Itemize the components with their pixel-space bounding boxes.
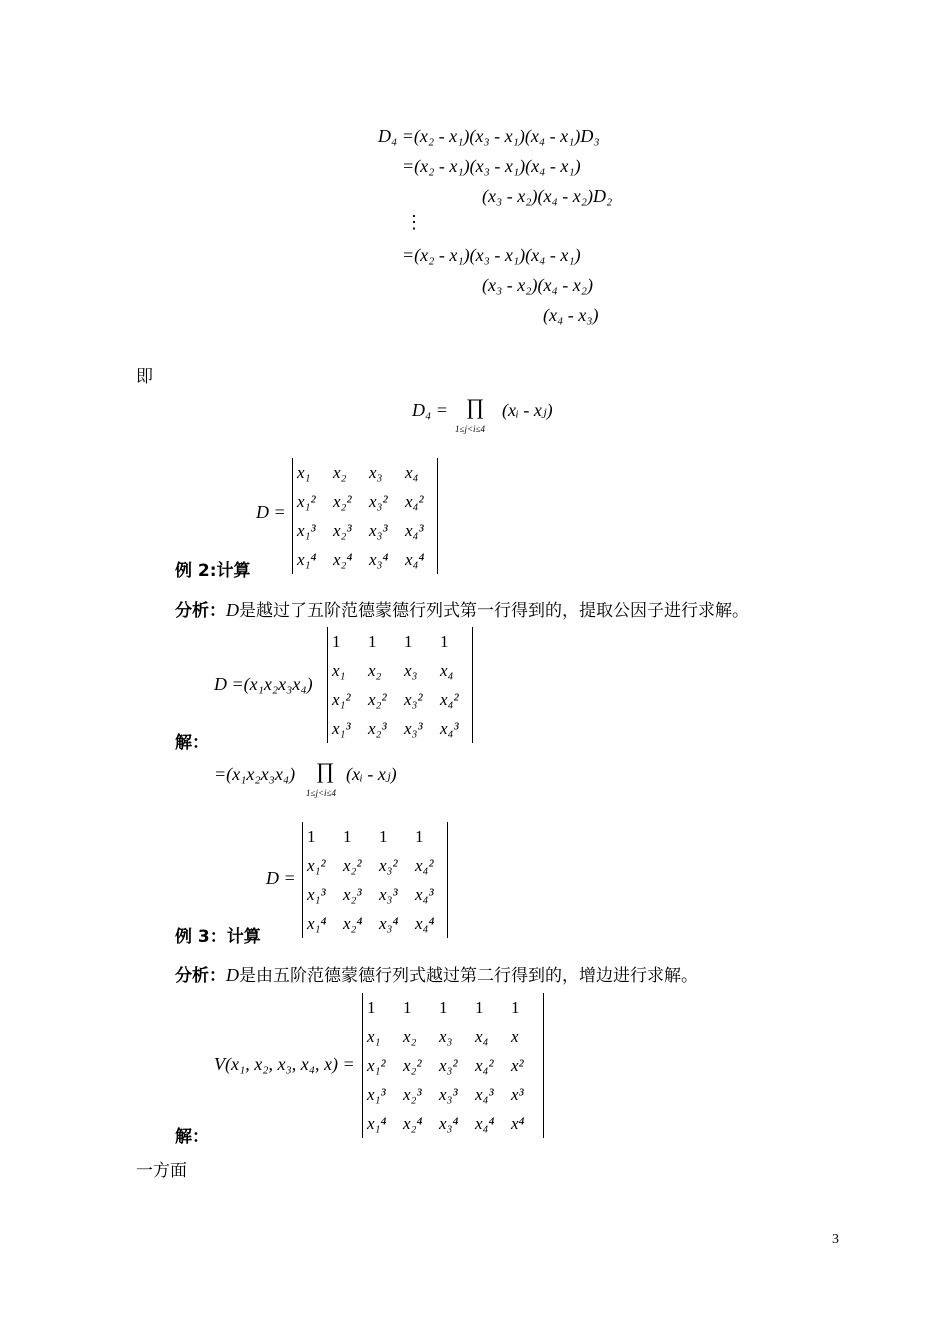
matrix-cell: x₂ [333, 462, 347, 482]
matrix-cell: x₁² [332, 689, 351, 709]
matrix-cell: x₁ [367, 1026, 381, 1046]
matrix-cell: 1 [367, 997, 376, 1017]
example3-analysis [175, 961, 698, 986]
example3-determinant [302, 822, 448, 938]
matrix-cell: x₄ [475, 1026, 489, 1046]
example3-label: 例 3：计算 [175, 927, 261, 947]
matrix-row [293, 516, 437, 545]
matrix-cell: x₁³ [367, 1084, 386, 1104]
matrix-cell: x₃³ [404, 718, 423, 738]
matrix-cell: x₂² [368, 689, 387, 709]
matrix-cell: x₃⁴ [379, 913, 399, 933]
result-product-range: 1≤j<i≤4 [306, 788, 336, 798]
matrix-row [363, 1051, 543, 1080]
example3-solution-determinant [362, 993, 544, 1138]
matrix-cell: 1 [404, 631, 413, 651]
analysis-label: 分析： [175, 966, 226, 986]
matrix-cell: x₂² [343, 855, 362, 875]
matrix-cell: 1 [403, 997, 412, 1017]
matrix-cell: x₂⁴ [333, 549, 353, 569]
matrix-cell: x₄³ [475, 1084, 494, 1104]
product-formula-lhs: D₄ = [412, 400, 448, 420]
matrix-cell: x₄² [415, 855, 434, 875]
matrix-cell: x₃³ [439, 1084, 458, 1104]
matrix-cell: x₁² [297, 491, 316, 511]
matrix-cell: x³ [511, 1084, 524, 1104]
matrix-cell: x₂ [403, 1026, 417, 1046]
matrix-cell: 1 [475, 997, 484, 1017]
derivation-line-2: =(x₂ - x₁)(x₃ - x₁)(x₄ - x₁) [402, 156, 581, 176]
matrix-cell: x [511, 1026, 519, 1046]
matrix-cell: x₃² [439, 1055, 458, 1075]
matrix-cell: x₁² [367, 1055, 386, 1075]
matrix-cell: 1 [440, 631, 449, 651]
matrix-cell: x₂³ [333, 520, 352, 540]
example2-determinant [292, 458, 438, 574]
matrix-cell: x₁⁴ [307, 913, 327, 933]
matrix-cell: x₄² [475, 1055, 494, 1075]
derivation-vdots: ⋮ [405, 212, 423, 232]
analysis-label: 分析： [175, 601, 226, 621]
matrix-row [303, 822, 447, 851]
matrix-cell: x₄³ [440, 718, 459, 738]
matrix-cell: x² [511, 1055, 524, 1075]
matrix-cell: x₃ [439, 1026, 453, 1046]
matrix-cell: x₂⁴ [403, 1113, 423, 1133]
matrix-cell: x₃ [369, 462, 383, 482]
matrix-row [328, 627, 472, 656]
derivation-line-5: =(x₂ - x₁)(x₃ - x₁)(x₄ - x₁) [402, 245, 581, 265]
matrix-row [363, 993, 543, 1022]
matrix-row [328, 714, 472, 743]
matrix-row [363, 1080, 543, 1109]
matrix-cell: x₄³ [415, 884, 434, 904]
matrix-cell: x₃⁴ [439, 1113, 459, 1133]
matrix-row [303, 851, 447, 880]
matrix-cell: x₂³ [343, 884, 362, 904]
footer-text: 一方面 [136, 1161, 187, 1181]
product-symbol: ∏ [466, 394, 485, 419]
example3-lhs: D = [266, 868, 296, 888]
matrix-cell: x₄ [440, 660, 454, 680]
matrix-cell: x₂³ [403, 1084, 422, 1104]
matrix-cell: x₃² [369, 491, 388, 511]
example3-solution-label: 解： [175, 1127, 209, 1147]
matrix-cell: x₄² [440, 689, 459, 709]
matrix-cell: x₄ [405, 462, 419, 482]
example2-solution-determinant [327, 627, 473, 743]
matrix-cell: x₁³ [332, 718, 351, 738]
matrix-cell: x₂ [368, 660, 382, 680]
matrix-cell: x₁³ [307, 884, 326, 904]
matrix-cell: x₁⁴ [367, 1113, 387, 1133]
matrix-cell: 1 [368, 631, 377, 651]
matrix-cell: x₄⁴ [405, 549, 425, 569]
matrix-row [293, 487, 437, 516]
matrix-cell: x⁴ [511, 1113, 525, 1133]
matrix-cell: 1 [307, 826, 316, 846]
matrix-cell: 1 [415, 826, 424, 846]
matrix-cell: x₄⁴ [475, 1113, 495, 1133]
result-product-symbol: ∏ [316, 758, 335, 783]
matrix-cell: x₁⁴ [297, 549, 317, 569]
derivation-line-3: (x₃ - x₂)(x₄ - x₂)D₂ [482, 186, 613, 206]
matrix-cell: x₁³ [297, 520, 316, 540]
matrix-cell: x₂³ [368, 718, 387, 738]
matrix-cell: 1 [511, 997, 520, 1017]
page-number: 3 [832, 1232, 839, 1247]
matrix-cell: 1 [379, 826, 388, 846]
matrix-cell: x₃² [379, 855, 398, 875]
matrix-cell: x₁² [307, 855, 326, 875]
example2-solution-label: 解： [175, 733, 209, 753]
matrix-row [293, 458, 437, 487]
ji-label: 即 [136, 367, 153, 387]
matrix-row [363, 1109, 543, 1138]
derivation-line-6: (x₃ - x₂)(x₄ - x₂) [482, 275, 593, 295]
matrix-row [293, 545, 437, 574]
example2-result-term: (xᵢ - xⱼ) [346, 764, 397, 784]
derivation-line-7: (x₄ - x₃) [543, 305, 599, 325]
matrix-cell: x₂² [403, 1055, 422, 1075]
matrix-cell: 1 [332, 631, 341, 651]
matrix-cell: x₄² [405, 491, 424, 511]
matrix-cell: 1 [439, 997, 448, 1017]
matrix-cell: x₃⁴ [369, 549, 389, 569]
example3-solution-lhs: V(x₁, x₂, x₃, x₄, x) = [214, 1054, 355, 1074]
matrix-cell: x₄⁴ [415, 913, 435, 933]
product-range: 1≤j<i≤4 [455, 424, 485, 434]
matrix-cell: x₂⁴ [343, 913, 363, 933]
matrix-cell: x₂² [333, 491, 352, 511]
product-formula-term: (xᵢ - xⱼ) [502, 400, 553, 420]
example2-lhs: D = [256, 502, 286, 522]
derivation-line-1: D₄ =(x₂ - x₁)(x₃ - x₁)(x₄ - x₁)D₃ [378, 126, 600, 146]
matrix-cell: 1 [343, 826, 352, 846]
example2-result-lhs: =(x₁x₂x₃x₄) [214, 764, 296, 784]
analysis-text: 是由五阶范德蒙德行列式越过第二行得到的，增边进行求解。 [239, 966, 698, 986]
matrix-cell: x₃³ [379, 884, 398, 904]
matrix-cell: x₃ [404, 660, 418, 680]
matrix-row [303, 880, 447, 909]
matrix-cell: x₄³ [405, 520, 424, 540]
example2-solution-lhs: D =(x₁x₂x₃x₄) [214, 674, 313, 694]
example2-analysis [175, 596, 749, 621]
analysis-text: 是越过了五阶范德蒙德行列式第一行得到的，提取公因子进行求解。 [239, 601, 749, 621]
matrix-row [363, 1022, 543, 1051]
matrix-row [303, 909, 447, 938]
analysis-symbol: D [226, 600, 239, 620]
matrix-cell: x₃² [404, 689, 423, 709]
matrix-cell: x₁ [332, 660, 346, 680]
matrix-cell: x₃³ [369, 520, 388, 540]
analysis-symbol: D [226, 965, 239, 985]
matrix-row [328, 685, 472, 714]
matrix-row [328, 656, 472, 685]
matrix-cell: x₁ [297, 462, 311, 482]
example2-label: 例 2:计算 [175, 561, 251, 581]
